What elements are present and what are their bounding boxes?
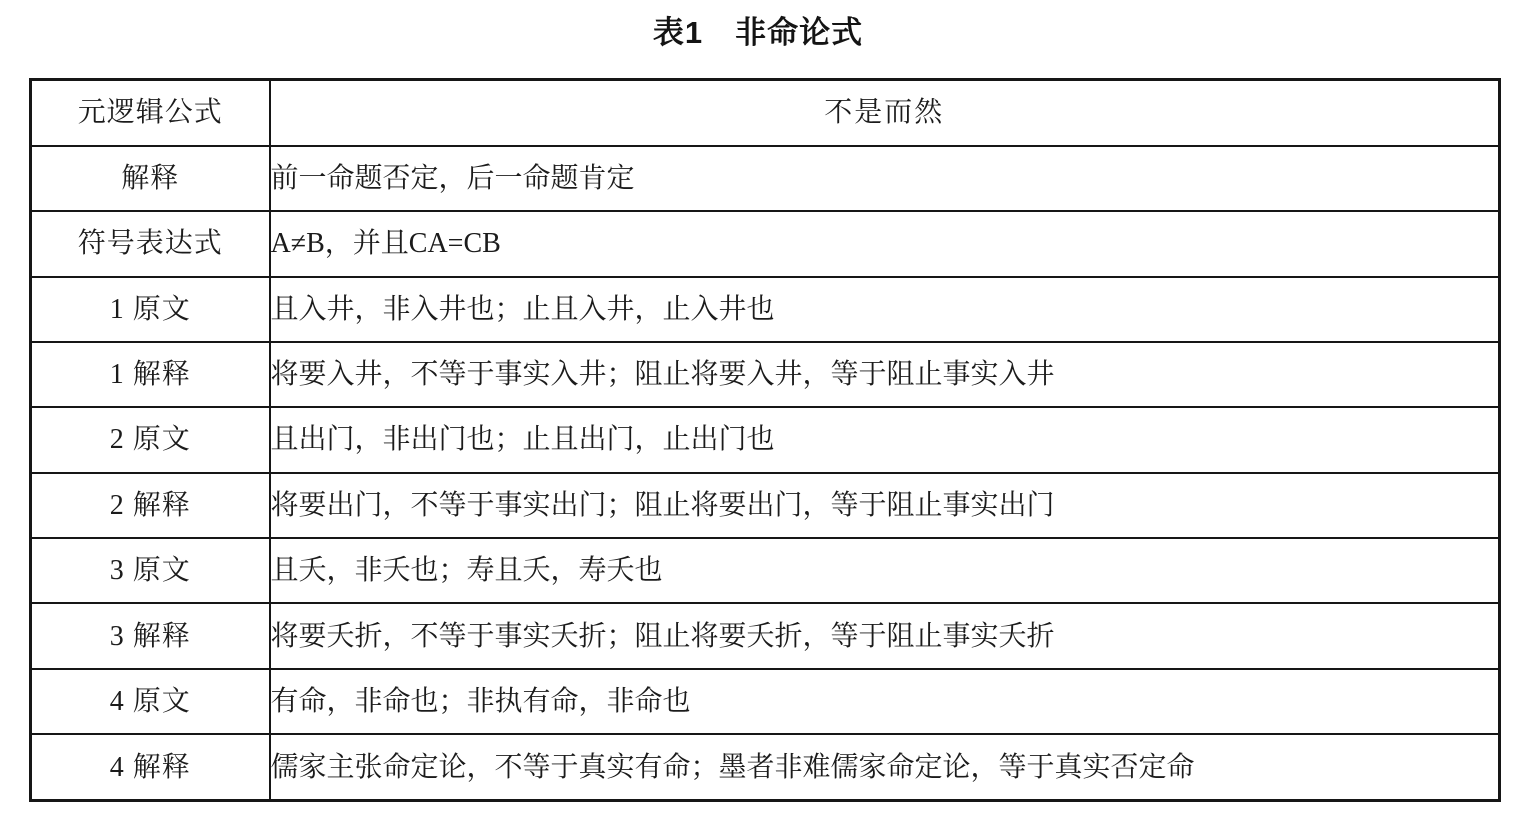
row-content-cell: A≠B，并且CA=CB (270, 211, 1500, 276)
row-content-cell: 且夭，非夭也；寿且夭，寿夭也 (270, 538, 1500, 603)
table-row (31, 146, 1500, 211)
row-content-cell: 将要入井，不等于事实入井；阻止将要入井，等于阻止事实入井 (270, 342, 1500, 407)
row-label-cell: 4 原文 (31, 669, 270, 734)
table-row (31, 538, 1500, 603)
table-row (31, 407, 1500, 472)
row-content-cell: 将要出门，不等于事实出门；阻止将要出门，等于阻止事实出门 (270, 473, 1500, 538)
row-content-cell: 且出门，非出门也；止且出门，止出门也 (270, 407, 1500, 472)
row-label-cell: 2 原文 (31, 407, 270, 472)
table-row (31, 734, 1500, 800)
row-content-cell: 儒家主张命定论，不等于真实有命；墨者非难儒家命定论，等于真实否定命 (270, 734, 1500, 800)
table-header-row (31, 80, 1500, 146)
header-label-cell: 元逻辑公式 (31, 80, 270, 146)
row-content-cell: 且入井，非入井也；止且入井，止入井也 (270, 277, 1500, 342)
row-label-cell: 解释 (31, 146, 270, 211)
row-content-cell: 前一命题否定，后一命题肯定 (270, 146, 1500, 211)
row-label-cell: 3 原文 (31, 538, 270, 603)
table-row (31, 473, 1500, 538)
page-title: 表1 非命论式 (652, 15, 864, 50)
table-row (31, 211, 1500, 276)
header-value-cell: 不是而然 (270, 80, 1500, 146)
row-content-cell: 将要夭折，不等于事实夭折；阻止将要夭折，等于阻止事实夭折 (270, 603, 1500, 668)
table-row (31, 603, 1500, 668)
non-fatalism-table (29, 78, 1501, 802)
table-row (31, 669, 1500, 734)
row-label-cell: 1 解释 (31, 342, 270, 407)
row-label-cell: 符号表达式 (31, 211, 270, 276)
row-content-cell: 有命，非命也；非执有命，非命也 (270, 669, 1500, 734)
row-label-cell: 4 解释 (31, 734, 270, 800)
row-label-cell: 2 解释 (31, 473, 270, 538)
row-label-cell: 3 解释 (31, 603, 270, 668)
row-label-cell: 1 原文 (31, 277, 270, 342)
table-row (31, 342, 1500, 407)
table-row (31, 277, 1500, 342)
